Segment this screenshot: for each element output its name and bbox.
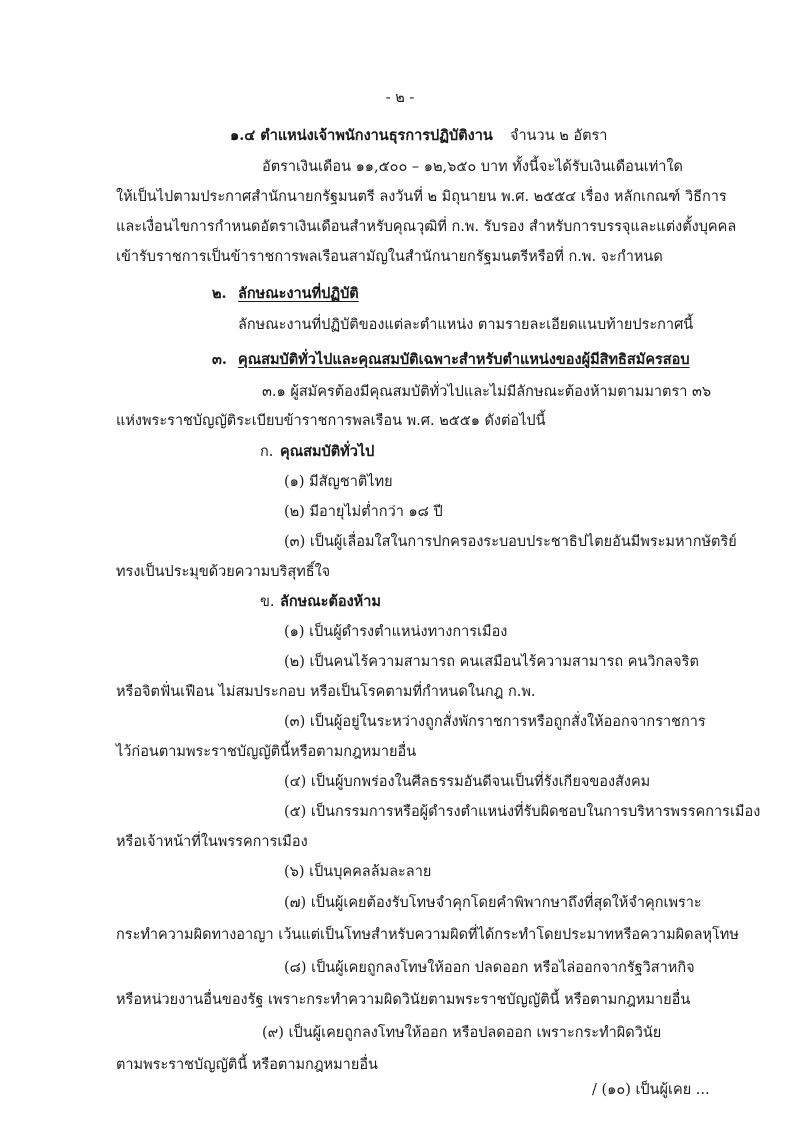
prohibited-item-5-line-2: หรือเจ้าหน้าที่ในพรรคการเมือง bbox=[116, 834, 308, 850]
page-number: - ๒ - bbox=[385, 90, 415, 106]
section-2-number: ๒. bbox=[212, 285, 227, 302]
position-count: จำนวน ๒ อัตรา bbox=[510, 128, 608, 144]
salary-line-3: และเงื่อนไขการกำหนดอัตราเงินเดือนสำหรับคุณวุฒิที่ ก.พ. รับรอง สำหรับการบรรจุและแต่งตั้งบุคคล bbox=[116, 219, 737, 235]
salary-line-2: ให้เป็นไปตามประกาศสำนักนายกรัฐมนตรี ลงวันที่ ๒ มิถุนายน พ.ศ. ๒๕๕๔ เรื่อง หลักเกณฑ์ วิธีการ bbox=[116, 189, 727, 205]
prohibited-item-8-line-1: (๘) เป็นผู้เคยถูกลงโทษให้ออก ปลดออก หรือไล่ออกจากรัฐวิสาหกิจ bbox=[284, 960, 695, 976]
prohibited-item-2-line-1: (๒) เป็นคนไร้ความสามารถ คนเสมือนไร้ความสามารถ คนวิกลจริต bbox=[284, 654, 699, 670]
general-qualifications-prefix: ก. bbox=[260, 444, 274, 460]
prohibited-item-8-line-2: หรือหน่วยงานอื่นของรัฐ เพราะกระทำความผิดวินัยตามพระราชบัญญัตินี้ หรือตามกฎหมายอื่น bbox=[116, 992, 691, 1008]
prohibited-item-5-line-1: (๕) เป็นกรรมการหรือผู้ดำรงตำแหน่งที่รับผิดชอบในการบริหารพรรคการเมือง bbox=[284, 804, 761, 820]
prohibited-item-7-line-2: กระทำความผิดทางอาญา เว้นแต่เป็นโทษสำหรับความผิดที่ได้กระทำโดยประมาทหรือความผิดลหุโทษ bbox=[116, 927, 739, 943]
prohibited-item-3-line-1: (๓) เป็นผู้อยู่ในระหว่างถูกสั่งพักราชการหรือถูกสั่งให้ออกจากราชการ bbox=[284, 714, 706, 730]
general-item-3-line-1: (๓) เป็นผู้เลื่อมใสในการปกครองระบอบประชาธิปไตยอันมีพระมหากษัตริย์ bbox=[284, 534, 737, 550]
prohibited-item-2-line-2: หรือจิตฟั่นเฟือน ไม่สมประกอบ หรือเป็นโรคตามที่กำหนดในกฎ ก.พ. bbox=[116, 684, 536, 700]
position-title: ๑.๔ ตำแหน่งเจ้าพนักงานธุรการปฏิบัติงาน bbox=[230, 127, 493, 144]
section-2-heading: ลักษณะงานที่ปฏิบัติ bbox=[238, 285, 359, 302]
prohibited-item-3-line-2: ไว้ก่อนตามพระราชบัญญัตินี้หรือตามกฎหมายอื่น bbox=[116, 744, 417, 760]
prohibited-prefix: ข. bbox=[260, 594, 275, 610]
general-item-1: (๑) มีสัญชาติไทย bbox=[284, 474, 393, 490]
prohibited-item-7-line-1: (๗) เป็นผู้เคยต้องรับโทษจำคุกโดยคำพิพากษาถึงที่สุดให้จำคุกเพราะ bbox=[284, 895, 702, 911]
prohibited-item-9-line-2: ตามพระราชบัญญัตินี้ หรือตามกฎหมายอื่น bbox=[116, 1057, 378, 1073]
section-3-number: ๓. bbox=[212, 351, 227, 368]
prohibited-item-4: (๔) เป็นผู้บกพร่องในศีลธรรมอันดีจนเป็นที่รังเกียจของสังคม bbox=[284, 774, 651, 790]
general-qualifications-heading: คุณสมบัติทั่วไป bbox=[280, 443, 375, 460]
continuation-note: / (๑๐) เป็นผู้เคย ... bbox=[592, 1082, 710, 1098]
prohibited-item-1: (๑) เป็นผู้ดำรงตำแหน่งทางการเมือง bbox=[284, 624, 508, 640]
section-2-text: ลักษณะงานที่ปฏิบัติของแต่ละตำแหน่ง ตามรายละเอียดแนบท้ายประกาศนี้ bbox=[238, 317, 694, 333]
general-item-2: (๒) มีอายุไม่ต่ำกว่า ๑๘ ปี bbox=[284, 504, 443, 520]
prohibited-heading: ลักษณะต้องห้าม bbox=[280, 593, 381, 610]
section-3-heading: คุณสมบัติทั่วไปและคุณสมบัติเฉพาะสำหรับตำแหน่งของผู้มีสิทธิสมัครสอบ bbox=[238, 351, 690, 368]
salary-line-4: เข้ารับราชการเป็นข้าราชการพลเรือนสามัญในสำนักนายกรัฐมนตรีหรือที่ ก.พ. จะกำหนด bbox=[116, 249, 663, 265]
prohibited-item-9-line-1: (๙) เป็นผู้เคยถูกลงโทษให้ออก หรือปลดออก เพราะกระทำผิดวินัย bbox=[262, 1025, 662, 1041]
section-3-para-line-2: แห่งพระราชบัญญัติระเบียบข้าราชการพลเรือน พ.ศ. ๒๕๕๑ ดังต่อไปนี้ bbox=[116, 413, 546, 429]
prohibited-item-6: (๖) เป็นบุคคลล้มละลาย bbox=[284, 864, 432, 880]
section-3-para-line-1: ๓.๑ ผู้สมัครต้องมีคุณสมบัติทั่วไปและไม่มีลักษณะต้องห้ามตามมาตรา ๓๖ bbox=[262, 384, 712, 400]
salary-line-1: อัตราเงินเดือน ๑๑,๕๐๐ – ๑๒,๖๕๐ บาท ทั้งนี้จะได้รับเงินเดือนเท่าใด bbox=[262, 159, 683, 175]
general-item-3-line-2: ทรงเป็นประมุขด้วยความบริสุทธิ์ใจ bbox=[116, 564, 331, 580]
